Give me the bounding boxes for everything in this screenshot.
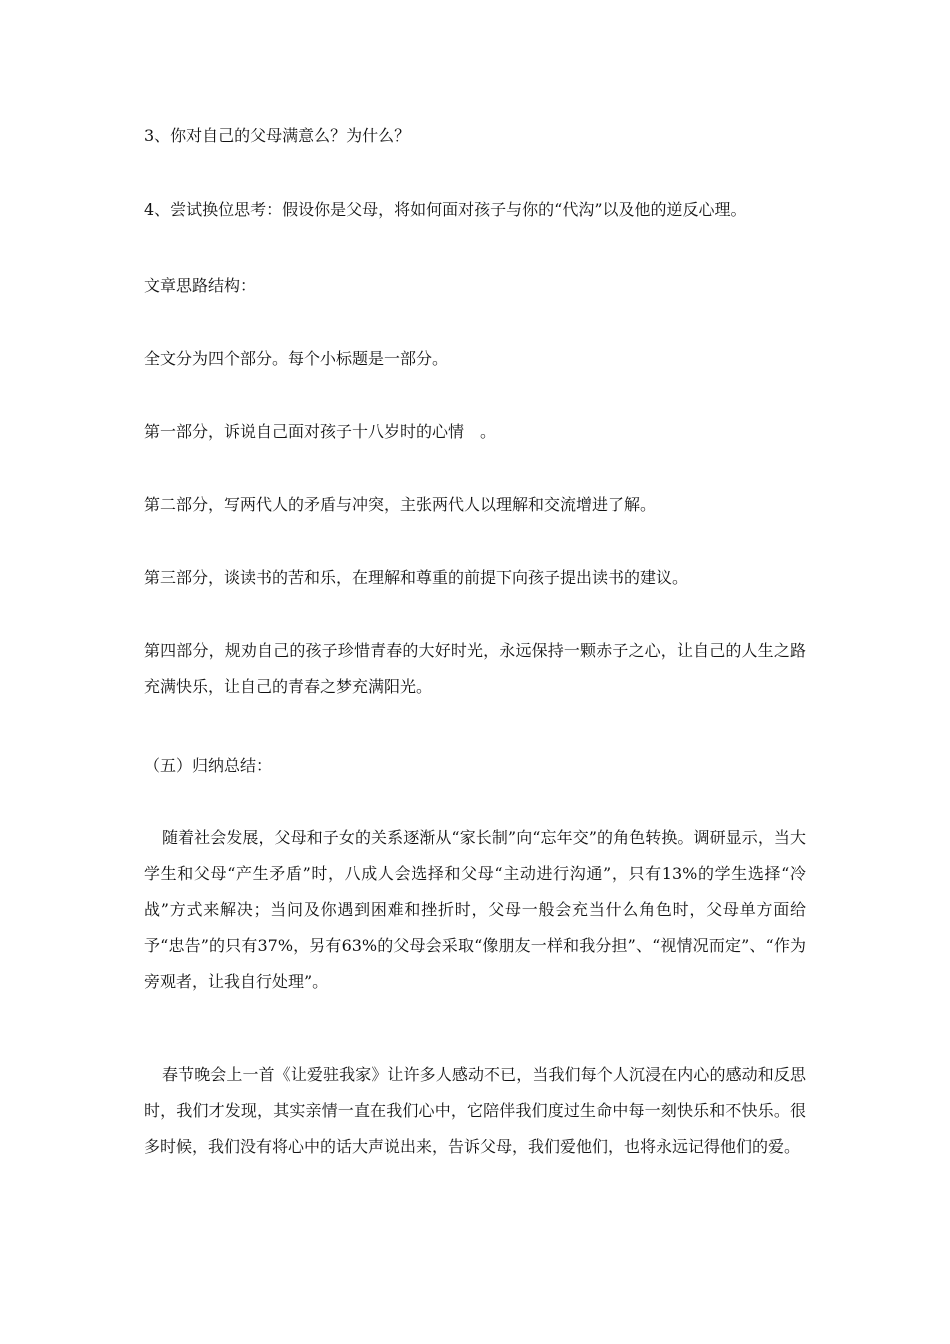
summary-paragraph-2: 春节晚会上一首《让爱驻我家》让许多人感动不已，当我们每个人沉浸在内心的感动和反思时，我们才发现，其实亲情一直在我们心中，它陪伴我们度过生命中每一刻快乐和不快乐。很多时候，我们没有将心中的话大声说出来，告诉父母，我们爱他们，也将永远记得他们的爱。: [144, 1065, 806, 1156]
question-4: 4、尝试换位思考：假设你是父母，将如何面对孩子与你的“代沟”以及他的逆反心理。: [144, 200, 747, 219]
structure-part-3: 第三部分，谈读书的苦和乐，在理解和尊重的前提下向孩子提出读书的建议。: [144, 568, 689, 587]
structure-heading: 文章思路结构：: [144, 276, 257, 295]
summary-heading: （五）归纳总结：: [144, 756, 273, 775]
summary-paragraph-1: 随着社会发展，父母和子女的关系逐渐从“家长制”向“忘年交”的角色转换。调研显示，当大学生和父母“产生矛盾”时，八成人会选择和父母“主动进行沟通”，只有13%的学生选择“冷战”方式来解决；当问及你遇到困难和挫折时，父母一般会充当什么角色时，父母单方面给予“忠告”的只有37%，另有63%的父母会采取“像朋友一样和我分担”、“视情况而定”、“作为旁观者，让我自行处理”。: [144, 828, 806, 991]
structure-part-4: 第四部分，规劝自己的孩子珍惜青春的大好时光，永远保持一颗赤子之心，让自己的人生之路充满快乐，让自己的青春之梦充满阳光。: [144, 641, 806, 696]
structure-part-2: 第二部分，写两代人的矛盾与冲突，主张两代人以理解和交流增进了解。: [144, 495, 657, 514]
question-3: 3、你对自己的父母满意么？为什么？: [144, 126, 411, 145]
structure-intro: 全文分为四个部分。每个小标题是一部分。: [144, 349, 449, 368]
structure-part-1: 第一部分，诉说自己面对孩子十八岁时的心情 。: [144, 422, 497, 441]
